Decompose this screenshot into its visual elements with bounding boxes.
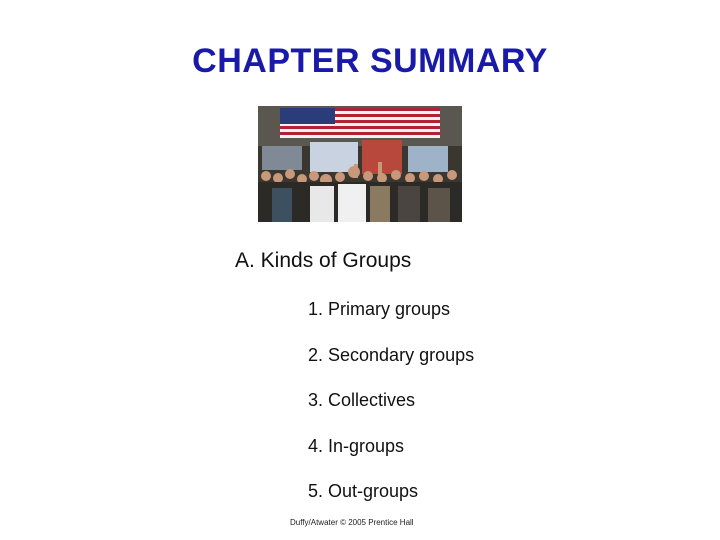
groups-list (308, 296, 474, 524)
section-heading: A. Kinds of Groups (235, 249, 412, 272)
list-item: 5. Out-groups (308, 481, 419, 501)
flag-graphic (280, 108, 440, 138)
list-item: 1. Primary groups (308, 299, 451, 319)
crowd-flag-photo (258, 106, 462, 222)
copyright-footer: Duffy/Atwater © 2005 Prentice Hall (290, 518, 414, 527)
list-item: 4. In-groups (308, 435, 405, 456)
list-item: 3. Collectives (308, 390, 416, 410)
list-item: 2. Secondary groups (308, 344, 475, 365)
slide-title: CHAPTER SUMMARY (192, 42, 548, 80)
